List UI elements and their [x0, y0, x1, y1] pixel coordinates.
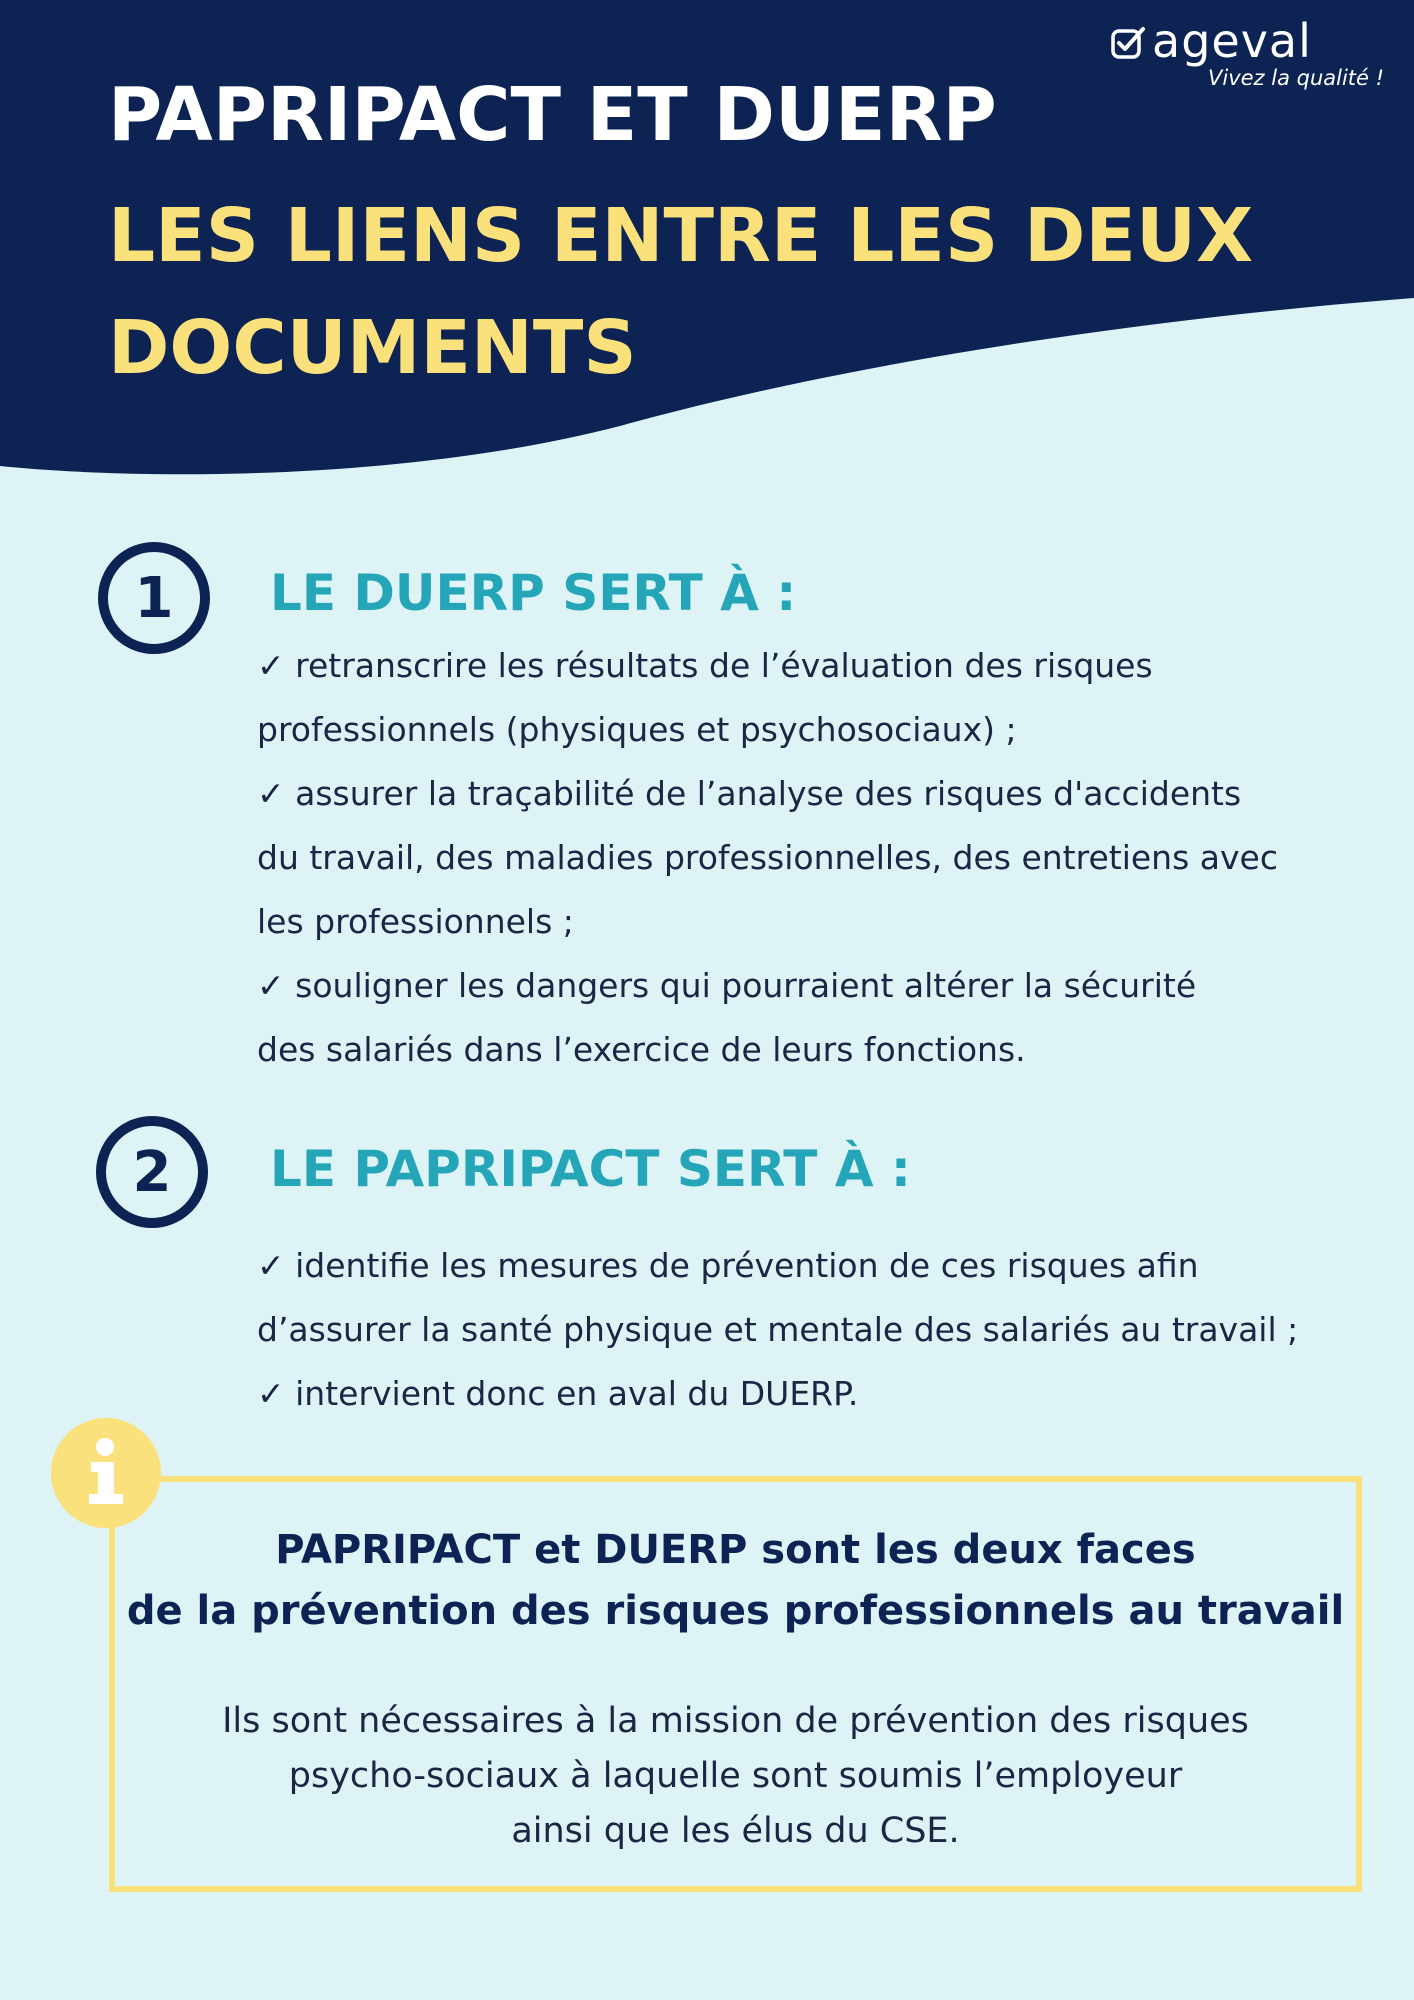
- checkbox-check-icon: [1110, 26, 1146, 62]
- info-icon: [51, 1418, 161, 1528]
- section-heading-papripact: LE PAPRIPACT SERT À :: [270, 1140, 911, 1198]
- ageval-logo: [1110, 14, 1400, 98]
- list-item: ✓ retranscrire les résultats de l’évaluation des risques: [257, 646, 1153, 685]
- step-number-1: 1: [98, 542, 210, 654]
- list-item: ✓ assurer la traçabilité de l’analyse des risques d'accidents: [257, 774, 1242, 813]
- step-number-2: 2: [96, 1116, 208, 1228]
- list-item: professionnels (physiques et psychosociaux) ;: [257, 710, 1017, 749]
- info-body-line2: psycho-sociaux à laquelle sont soumis l’employeur: [288, 1756, 1183, 1796]
- list-item: ✓ identifie les mesures de prévention de ces risques afin: [257, 1246, 1199, 1285]
- list-item: ✓ souligner les dangers qui pourraient altérer la sécurité: [257, 966, 1197, 1005]
- logo-tagline: Vivez la qualité !: [1208, 66, 1385, 90]
- info-title-line1: PAPRIPACT et DUERP sont les deux faces: [275, 1527, 1196, 1573]
- list-item: d’assurer la santé physique et mentale des salariés au travail ;: [257, 1310, 1299, 1349]
- info-body-line3: ainsi que les élus du CSE.: [511, 1811, 960, 1851]
- list-item: du travail, des maladies professionnelles, des entretiens avec: [257, 838, 1278, 877]
- papripact-purpose-list: [257, 1234, 1298, 1426]
- info-body: [109, 1694, 1362, 1859]
- info-title-line2: de la prévention des risques professionnels au travail: [126, 1588, 1345, 1634]
- list-item: ✓ intervient donc en aval du DUERP.: [257, 1374, 859, 1413]
- info-title: [109, 1520, 1362, 1642]
- page-subtitle: LES LIENS ENTRE LES DEUX DOCUMENTS: [108, 193, 1254, 391]
- info-body-line1: Ils sont nécessaires à la mission de prévention des risques: [222, 1701, 1249, 1741]
- list-item: des salariés dans l’exercice de leurs fonctions.: [257, 1030, 1026, 1069]
- section-heading-duerp: LE DUERP SERT À :: [270, 564, 797, 622]
- logo-name: ageval: [1152, 14, 1312, 68]
- page-title: PAPRIPACT ET DUERP: [108, 72, 997, 158]
- duerp-purpose-list: [257, 634, 1278, 1082]
- list-item: les professionnels ;: [257, 902, 574, 941]
